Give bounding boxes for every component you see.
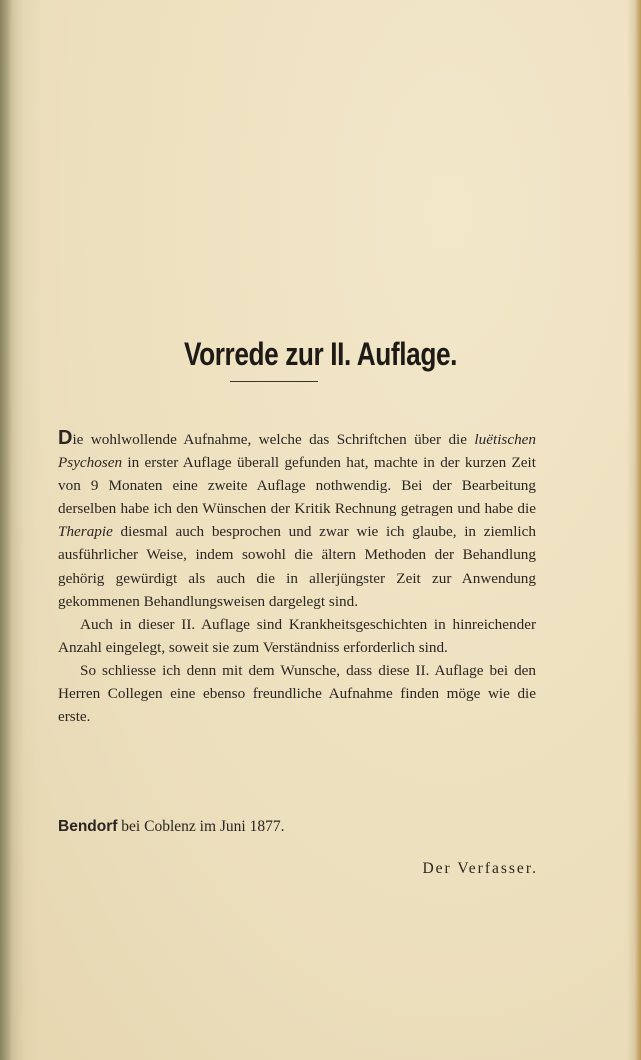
text-run: So schliesse ich denn mit dem Wunsche, dass diese II. Auflage bei den Herren Collegen eine ebenso freundliche Aufnahme finden möge wie die erste. <box>58 661 536 726</box>
title-rule <box>230 381 318 382</box>
drop-cap: D <box>58 427 73 449</box>
text-run: diesmal auch besprochen und zwar wie ich glaube, in ziemlich ausführlicher Weise, indem sowohl die ältern Methoden der Behandlung gehörig gewürdigt als auch die in allerjüngster Zeit zur Anwendung gekommenen Behandlungsweisen dargelegt sind. <box>58 523 536 610</box>
signature: Der Verfasser. <box>422 860 538 877</box>
spine-shadow <box>0 0 12 1060</box>
italic-run: Therapie <box>58 523 113 541</box>
text-run: Auch in dieser II. Auflage sind Krankheitsgeschichten in hinreichender Anzahl eingelegt, soweit sie zum Verständniss erforderlich sind. <box>58 615 536 656</box>
paragraph-1 <box>58 428 536 613</box>
paragraph-3 <box>58 659 536 728</box>
italic-run: luëtischen Psychosen <box>58 431 536 472</box>
text-run: in erster Auflage überall gefunden hat, machte in der kurzen Zeit von 9 Monaten eine zweite Auflage nothwendig. Bei der Bearbeitung derselben habe ich den Wünschen der Kritik Rechnung getragen und habe die <box>58 454 536 518</box>
preface-body <box>58 428 536 728</box>
dateline <box>58 818 284 836</box>
dateline-rest: bei Coblenz im Juni 1877. <box>117 818 285 835</box>
paragraph-2 <box>58 613 536 659</box>
dateline-place: Bendorf <box>58 818 118 835</box>
text-run: ie wohlwollende Aufnahme, welche das Schriftchen über die <box>72 431 475 448</box>
page-title: Vorrede zur II. Auflage. <box>183 336 458 372</box>
page-edge-stain <box>635 0 641 1060</box>
